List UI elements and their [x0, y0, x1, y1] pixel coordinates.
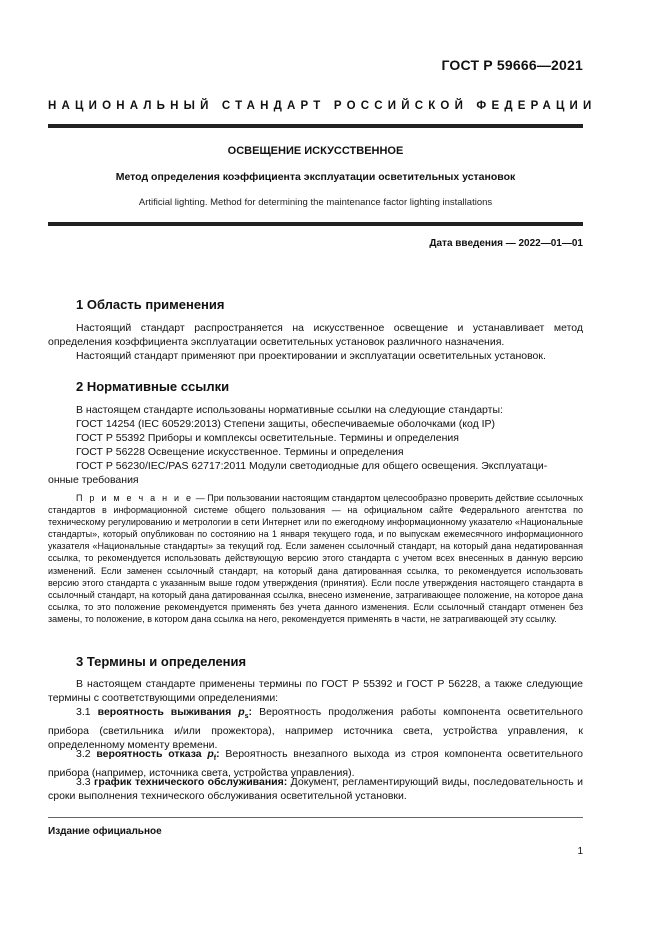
section-2-intro: В настоящем стандарте использованы нормативные ссылки на следующие стандарты: — [76, 404, 503, 416]
term-3-1-symbol-sub: s — [244, 713, 249, 721]
reference-gost-14254: ГОСТ 14254 (IEC 60529:2013) Степени защиты, обеспечиваемые оболочками (код IP) — [76, 418, 496, 430]
section-1-paragraph-2 — [48, 349, 583, 363]
section-2-heading: 2 Нормативные ссылки — [76, 379, 230, 394]
section-3-heading: 3 Термины и определения — [76, 654, 247, 669]
term-3-2-definition: Вероятность внезапного выхода из строя компонента осветительного прибора (например, источника света, устройства управления). — [48, 748, 583, 780]
top-rule — [48, 124, 583, 128]
reference-gost-r-56230: ГОСТ Р 56230/IEC/PAS 62717:2011 Модули светодиодные для общего освещения. Эксплуатаци- — [76, 460, 548, 472]
term-3-2-number: 3.2 — [76, 748, 91, 760]
term-3-1-symbol: p — [238, 706, 245, 718]
document-title: ОСВЕЩЕНИЕ ИСКУССТВЕННОЕ — [227, 145, 404, 157]
section-1-p1-text: Настоящий стандарт распространяется на искусственное освещение и устанавливает метод определения коэффициента эксплуатации осветительных установок различного назначения. — [48, 322, 583, 348]
official-edition-label: Издание официальное — [48, 826, 162, 837]
section-1-heading: 1 Область применения — [76, 297, 225, 312]
term-3-1: 3.1 вероятность выживания $p_s$: Вероятность продолжения работы компонента осветительного прибора (светильника и/или прожектора), например источника света, устройства управления, к определенному моменту времени. — [48, 706, 583, 752]
term-3-1-name: вероятность выживания — [97, 706, 232, 718]
section-3-intro — [48, 677, 583, 705]
term-3-3-definition: Документ, регламентирующий виды, последовательность и сроки выполнения технического обслуживания осветительной установки. — [48, 776, 584, 802]
note-text: — При пользовании настоящим стандартом целесообразно проверить действие ссылочных стандартов в информационной системе общего пользования — на официальном сайте Федерального агентства по техническому регулированию и метрологии в сети Интернет или по ежегодному информационному указателю «Национальные стандарты», который опубликован по состоянию на 1 января текущего года, и по выпускам ежемесячного информационного указателя «Национальные стандарты» за текущий год. Если заменен ссылочный стандарт, на который дана недатированная ссылка, то рекомендуется использовать действующую версию этого стандарта с учетом всех внесенных в данную версию изменений. Если заменен ссылочный стандарт, на который дана датированная ссылка, то рекомендуется использовать версию этого стандарта с указанным выше годом утверждения (принятия). Если после утверждения настоящего стандарта в ссылочный стандарт, на который дана датированная ссылка, внесено изменение, затрагивающее положение, на которое дана ссылка, то это положение рекомендуется применять без учета данного изменения. Если ссылочный стандарт отменен без замены, то положение, в котором дана ссылка на него, рекомендуется применять в части, не затрагивающей эту ссылку. — [48, 493, 583, 624]
document-subtitle: Метод определения коэффициента эксплуатации осветительных установок — [115, 171, 516, 183]
term-3-2-symbol: p — [207, 748, 214, 760]
term-3-3-number: 3.3 — [76, 776, 91, 788]
term-3-2: 3.2 вероятность отказа $p_f$: Вероятность внезапного выхода из строя компонента осветительного прибора (например, источника света, устройства управления). — [48, 748, 583, 780]
note-label: П р и м е ч а н и е — [76, 493, 194, 503]
reference-gost-r-56230-continuation: онные требования — [48, 474, 139, 486]
english-title: Artificial lighting. Method for determining the maintenance factor lighting installations — [138, 197, 493, 208]
term-3-1-definition: Вероятность продолжения работы компонента осветительного прибора (светильника и/или прожектора), например источника света, устройства управления, к определенному моменту времени. — [48, 706, 583, 752]
term-3-1-number: 3.1 — [76, 706, 91, 718]
page-number: 1 — [577, 846, 583, 857]
reference-gost-r-56228: ГОСТ Р 56228 Освещение искусственное. Термины и определения — [76, 446, 404, 458]
footer-rule — [48, 817, 583, 818]
section-1-p2-text: Настоящий стандарт применяют при проектировании и эксплуатации осветительных установок. — [76, 350, 546, 362]
term-3-2-symbol-sub: f — [213, 755, 217, 763]
term-3-3-name: график технического обслуживания: — [94, 776, 288, 788]
standard-code: ГОСТ Р 59666—2021 — [441, 57, 583, 73]
reference-gost-r-55392: ГОСТ Р 55392 Приборы и комплексы осветительные. Термины и определения — [76, 432, 459, 444]
note-block — [48, 492, 583, 625]
term-3-2-name: вероятность отказа — [96, 748, 202, 760]
national-standard-banner: НАЦИОНАЛЬНЫЙ СТАНДАРТ РОССИЙСКОЙ ФЕДЕРАЦИИ — [48, 100, 597, 112]
introduction-date: Дата введения — 2022—01—01 — [429, 238, 583, 249]
section-3-intro-text: В настоящем стандарте применены термины по ГОСТ Р 55392 и ГОСТ Р 56228, а также следующие термины с соответствующими определениями: — [48, 678, 583, 704]
section-1-paragraph-1 — [48, 321, 583, 349]
term-3-3 — [48, 775, 583, 803]
bottom-rule — [48, 222, 583, 226]
